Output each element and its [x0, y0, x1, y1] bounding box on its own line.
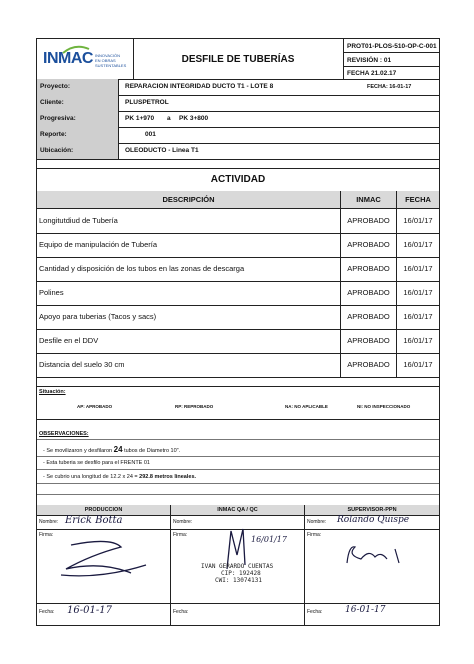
proyecto-value: REPARACION INTEGRIDAD DUCTO T1 - LOTE 8	[125, 83, 274, 90]
inspection-form	[36, 38, 440, 626]
info-row-cliente	[37, 95, 439, 112]
observaciones-label: OBSERVACIONES:	[39, 431, 89, 437]
legend-no-inspeccionado: NI: NO INSPECCIONADO	[357, 404, 411, 409]
situacion-label: Situación:	[39, 389, 66, 395]
table-row: Longitutdiud de Tubería APROBADO 16/01/17	[37, 209, 439, 234]
legend-no-aplicable: NA: NO APLICABLE	[285, 404, 328, 409]
observacion-3: - Se cubrio una longitud de 12.2 x 24 = 292.8 metros lineales.	[43, 474, 197, 480]
col-header-fecha: FECHA	[397, 191, 439, 209]
observaciones-section	[37, 419, 439, 506]
observacion-2: - Esta tuberia se desfilo para el FRENTE 01	[43, 460, 150, 466]
col-header-inmac: INMAC	[341, 191, 397, 209]
progresiva-a: a	[167, 115, 171, 122]
table-row: Apoyo para tuberias (Tacos y sacs) APROBADO 16/01/17	[37, 305, 439, 330]
signature-inmac-qaqc: INMAC QA / QC Nombre: Firma: 16/01/17 IVAN GERARDO CUENTAS CIP: 192428 CWI: 13074131 Fecha:	[171, 505, 305, 625]
situacion-legend	[37, 387, 439, 420]
signature-block	[37, 505, 439, 625]
info-row-progresiva	[37, 111, 439, 128]
legend-aprobado: AP: APROBADO	[77, 404, 113, 409]
col-header-descripcion: DESCRIPCIÓN	[37, 191, 341, 209]
company-logo	[37, 39, 134, 79]
info-row-reporte	[37, 127, 439, 144]
document-title: DESFILE DE TUBERÍAS	[133, 39, 344, 79]
observacion-1: - Se movilizaron y desfilaron 24 tubos de Diametro 10".	[43, 445, 181, 454]
qaqc-fecha-manuscrita: 16/01/17	[251, 535, 287, 544]
info-row-proyecto	[37, 79, 439, 96]
reporte-value: 001	[145, 131, 156, 138]
form-header	[37, 39, 439, 80]
cliente-label: Cliente:	[37, 95, 119, 111]
actividad-title: ACTIVIDAD	[37, 169, 439, 192]
ubicacion-label: Ubicación:	[37, 143, 119, 159]
reporte-label: Reporte:	[37, 127, 119, 143]
progresiva-label: Progresiva:	[37, 111, 119, 127]
table-row: Desfile en el DDV APROBADO 16/01/17	[37, 329, 439, 354]
table-row: Equipo de manipulación de Tubería APROBADO 16/01/17	[37, 233, 439, 258]
signature-produccion: PRODUCCION Nombre: Erick Botta Firma: Fecha: 16-01-17	[37, 505, 171, 625]
signature-supervisor: SUPERVISOR-PPN Nombre: Rolando Quispe Firma: Fecha: 16-01-17	[305, 505, 439, 625]
cliente-value: PLUSPETROL	[125, 99, 169, 106]
logo-text: INMAC	[43, 50, 93, 67]
document-code-block	[343, 39, 439, 79]
table-row: Distancia del suelo 30 cm APROBADO 16/01/17	[37, 353, 439, 378]
ubicacion-value: OLEODUCTO - Linea T1	[125, 147, 199, 154]
table-row: Polines APROBADO 16/01/17	[37, 281, 439, 306]
proyecto-fecha: FECHA: 16-01-17	[367, 84, 412, 90]
table-row: Cantidad y disposición de los tubos en las zonas de descarga APROBADO 16/01/17	[37, 257, 439, 282]
signature-produccion-mark	[51, 535, 151, 585]
signature-supervisor-mark	[341, 541, 411, 569]
progresiva-to: PK 3+800	[179, 115, 209, 122]
section-separator	[37, 159, 439, 169]
supervisor-nombre: Rolando Quispe	[337, 515, 410, 525]
progresiva-from: PK 1+970	[125, 115, 155, 122]
qaqc-stamp: IVAN GERARDO CUENTAS CIP: 192428 CWI: 13074131	[201, 563, 274, 584]
logo-tagline: INNOVACIÓN EN OBRAS SUSTENTABLES	[95, 53, 127, 68]
info-row-ubicacion	[37, 143, 439, 160]
supervisor-fecha: 16-01-17	[345, 605, 386, 615]
document-code: PROT01-PLOS-510-OP-C-001	[347, 43, 437, 50]
section-separator	[37, 377, 439, 387]
legend-reprobado: RP: REPROBADO	[175, 404, 214, 409]
revision-date: FECHA 21.02.17	[347, 70, 397, 77]
produccion-nombre: Erick Botta	[65, 515, 123, 526]
produccion-fecha: 16-01-17	[67, 605, 112, 616]
proyecto-label: Proyecto:	[37, 79, 119, 95]
revision-number: REVISIÓN : 01	[347, 57, 392, 64]
